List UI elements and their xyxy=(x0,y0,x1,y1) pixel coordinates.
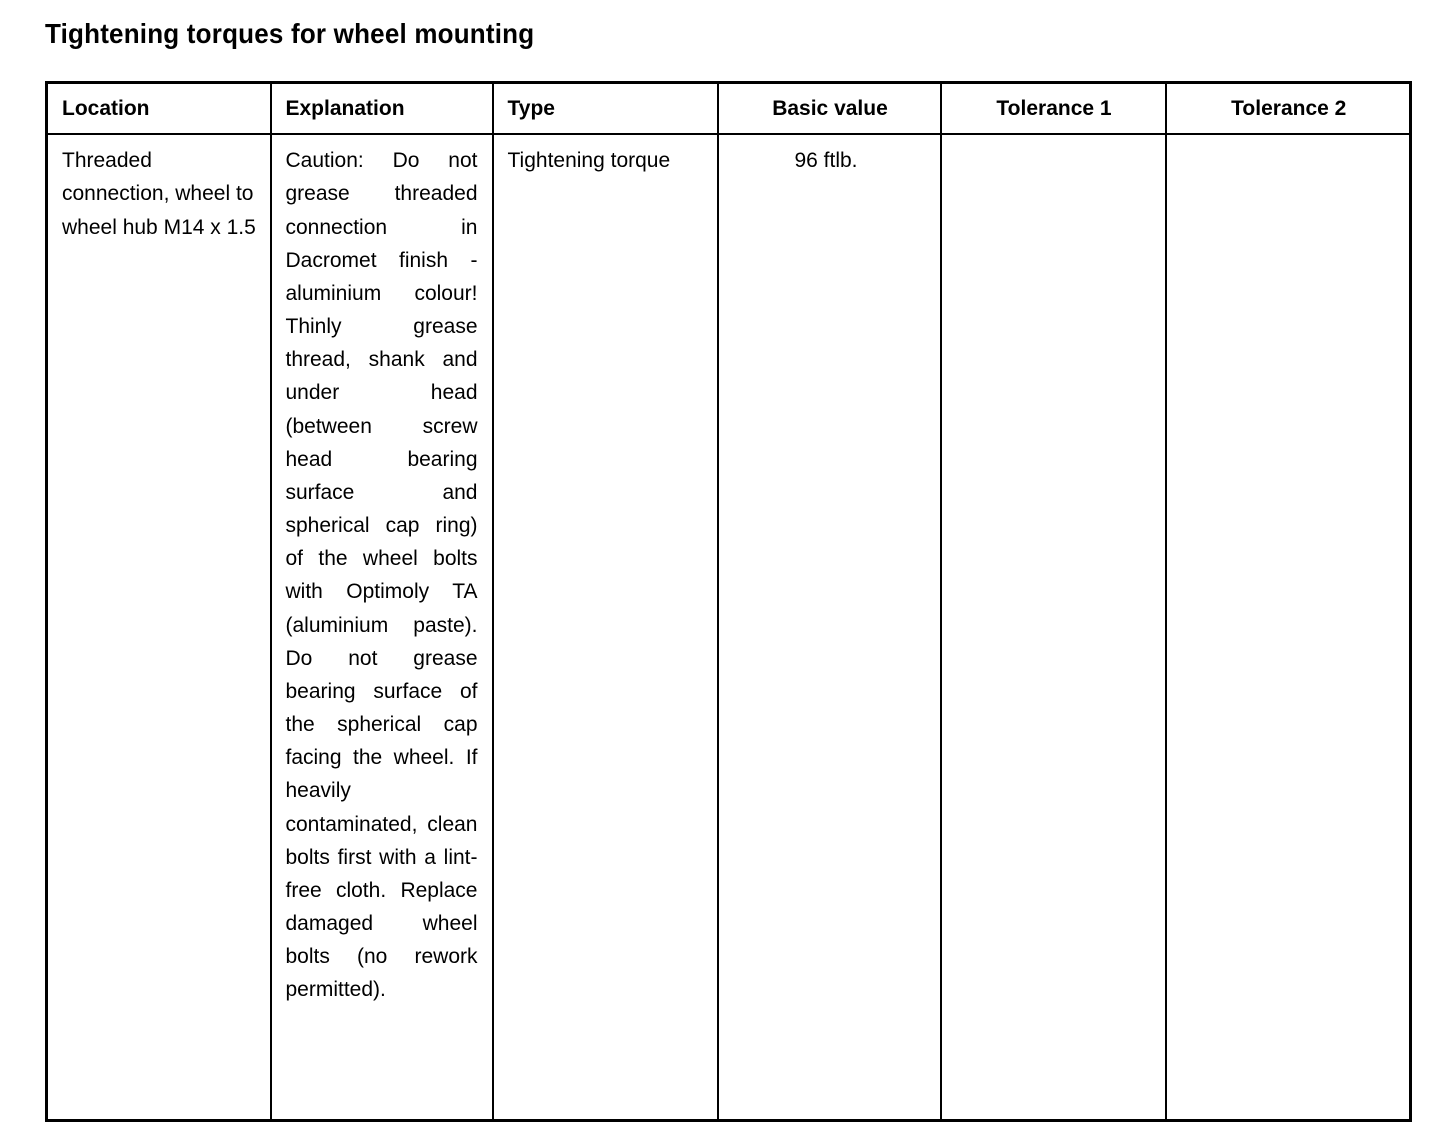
header-tolerance-1: Tolerance 1 xyxy=(941,83,1166,135)
page-title: Tightening torques for wheel mounting xyxy=(45,18,535,50)
header-type: Type xyxy=(493,83,718,135)
table-row xyxy=(47,134,1411,1120)
cell-tolerance-1 xyxy=(941,134,1166,1120)
cell-explanation: Caution: Do not grease threaded connection in Dacromet finish - aluminium colour! Thinly grease thread, shank and under head (between screw head bearing surface and spherical cap ring) of the wheel bolts with Optimoly TA (aluminium paste). Do not grease bearing surface of the spherical cap facing the wheel. If heavily contaminated, clean bolts first with a lint-free cloth. Replace damaged wheel bolts (no rework permitted). xyxy=(271,134,493,1120)
header-basic-value: Basic value xyxy=(718,83,941,135)
cell-location: Threaded connection, wheel to wheel hub M14 x 1.5 xyxy=(47,134,271,1120)
header-location: Location xyxy=(47,83,271,135)
cell-tolerance-2 xyxy=(1166,134,1411,1120)
table-header-row xyxy=(47,83,1411,135)
cell-type: Tightening torque xyxy=(493,134,718,1120)
header-explanation: Explanation xyxy=(271,83,493,135)
cell-basic-value: 96 ftlb. xyxy=(718,134,941,1120)
torque-table xyxy=(45,81,1412,1122)
header-tolerance-2: Tolerance 2 xyxy=(1166,83,1411,135)
